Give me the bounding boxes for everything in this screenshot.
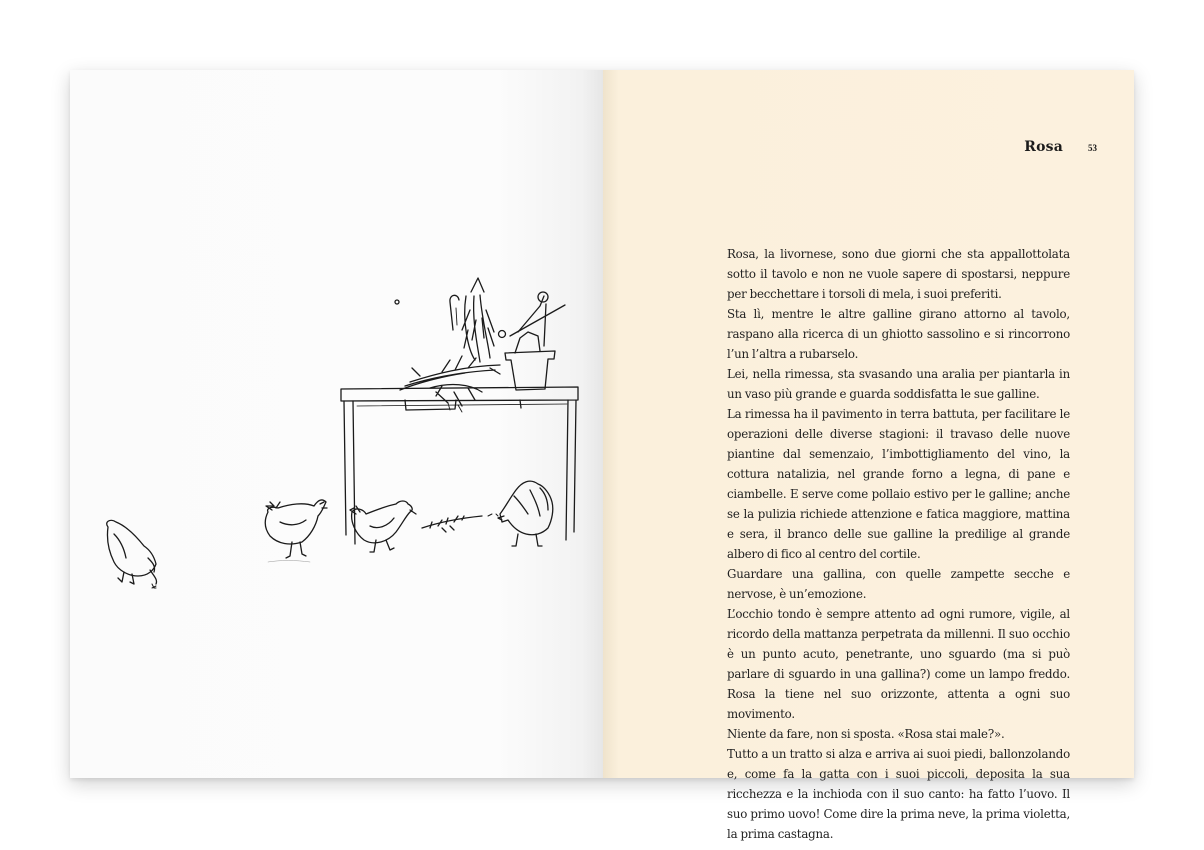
paragraph: Tutto a un tratto si alza e arriva ai suoi piedi, ballonzolando e, come fa la gatta con i suoi piccoli, deposita la sua ricchezza e la inchioda con il suo canto: ha fatto l’uovo. Il suo primo uovo! Come dire la prima neve, la prima violetta, la prima castagna.	[727, 747, 1070, 841]
paragraph: Rosa, la livornese, sono due giorni che sta appallottolata sotto il tavolo e non ne vuole sapere di spostarsi, neppure per becchettare i torsoli di mela, i suoi preferiti.	[727, 247, 1070, 301]
hen-drawing	[498, 481, 553, 546]
ink-illustration-hens-under-table	[70, 70, 603, 778]
hen-drawing	[107, 520, 157, 588]
paragraph: Niente da fare, non si sposta. «Rosa stai male?».	[727, 727, 1005, 741]
hen-drawing	[350, 501, 416, 552]
hen-drawing	[265, 500, 327, 558]
book-spread	[70, 70, 1134, 841]
paragraph: L’occhio tondo è sempre attento ad ogni rumore, vigile, al ricordo della mattanza perpetrata da millenni. Il suo occhio è un punto acuto, penetrante, uno sguardo (ma si può parlare di sguardo in una gallina?) come un lampo freddo. Rosa la tiene nel suo orizzonte, attenta a ogni suo movimento.	[727, 607, 1070, 721]
paragraph: Sta lì, mentre le altre galline girano attorno al tavolo, raspano alla ricerca di un ghiotto sassolino e si rincorrono l’un l’altra a rubarselo.	[727, 307, 1070, 361]
paragraph: La rimessa ha il pavimento in terra battuta, per facilitare le operazioni delle diverse stagioni: il travaso delle nuove piantine dal semenzaio, l’imbottigliamento del vino, la cottura natalizia, nel grande forno a legna, di pane e ciambelle. E serve come pollaio estivo per le galline; anche se la pulizia richiede attenzione e fatica maggiore, mattina e sera, il branco delle sue galline la predilige al grande albero di fico al centro del cortile.	[727, 407, 1070, 561]
left-page	[70, 70, 603, 778]
table-drawing	[341, 387, 578, 544]
body-text	[727, 244, 1070, 844]
feather-drawing	[422, 514, 498, 532]
right-page	[603, 70, 1134, 841]
page-number: 53	[1088, 143, 1097, 153]
flower-pot-drawing	[499, 292, 566, 390]
running-head: Rosa	[1024, 139, 1063, 155]
ground-line	[268, 561, 310, 563]
hanging-herbs-drawing	[450, 278, 494, 362]
dot-mark	[395, 300, 399, 304]
paragraph: Guardare una gallina, con quelle zampette secche e nervose, è un’emozione.	[727, 567, 1070, 601]
branch-bundle-drawing	[400, 356, 500, 412]
paragraph: Lei, nella rimessa, sta svasando una aralia per piantarla in un vaso più grande e guarda soddisfatta le sue galline.	[727, 367, 1070, 401]
